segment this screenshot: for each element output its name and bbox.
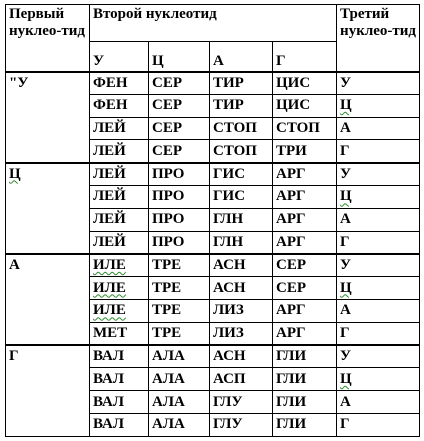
third-base-label: А: [340, 119, 351, 136]
amino-acid-label: АЛА: [152, 348, 185, 365]
third-base-label: А: [340, 393, 351, 410]
first-base-cell: [6, 345, 90, 436]
amino-acid-label: АРГ: [276, 211, 306, 228]
first-base-header: Первый нуклео-тид: [6, 5, 90, 72]
amino-acid-label: АРГ: [276, 233, 306, 250]
third-base-cell: [337, 231, 420, 254]
amino-acid-cell: [273, 277, 337, 300]
amino-acid-cell: [210, 413, 273, 436]
amino-acid-label: АРГ: [276, 302, 306, 319]
amino-acid-cell: [90, 117, 149, 140]
amino-acid-label: ТИР: [213, 74, 244, 91]
second-base-g: Г: [273, 42, 337, 72]
amino-acid-cell: [273, 322, 337, 345]
amino-acid-label: ЛИЗ: [213, 302, 244, 319]
amino-acid-cell: [149, 208, 210, 231]
amino-acid-cell: [273, 72, 337, 95]
first-base-label: А: [9, 256, 20, 273]
amino-acid-label: АЛА: [152, 393, 185, 410]
amino-acid-label: ТРЕ: [152, 302, 182, 319]
first-base-cell: [6, 163, 90, 254]
amino-acid-cell: [210, 163, 273, 186]
amino-acid-label: АРГ: [276, 324, 306, 341]
first-base-cell: [6, 254, 90, 345]
third-base-label: А: [340, 302, 351, 319]
amino-acid-cell: [149, 391, 210, 414]
amino-acid-cell: [273, 140, 337, 163]
amino-acid-cell: [273, 254, 337, 277]
amino-acid-cell: [210, 368, 273, 391]
amino-acid-label: СЕР: [276, 279, 306, 296]
amino-acid-cell: [210, 140, 273, 163]
amino-acid-cell: [149, 322, 210, 345]
genetic-code-table: [5, 4, 420, 437]
third-base-label: Ц: [340, 97, 352, 114]
third-base-label: У: [340, 348, 352, 365]
amino-acid-cell: [273, 117, 337, 140]
amino-acid-label: ВАЛ: [93, 370, 125, 387]
amino-acid-cell: [149, 345, 210, 368]
amino-acid-cell: [273, 345, 337, 368]
amino-acid-label: ИЛЕ: [93, 279, 126, 296]
third-base-label: Г: [340, 416, 350, 433]
amino-acid-label: ПРО: [152, 233, 185, 250]
amino-acid-cell: [90, 72, 149, 95]
amino-acid-label: СТОП: [213, 142, 257, 159]
amino-acid-cell: [90, 163, 149, 186]
third-base-label: А: [340, 211, 351, 228]
amino-acid-cell: [210, 208, 273, 231]
third-base-label: Ц: [340, 188, 352, 205]
amino-acid-label: ПРО: [152, 211, 185, 228]
amino-acid-cell: [210, 322, 273, 345]
first-base-cell: [6, 72, 90, 163]
amino-acid-cell: [210, 254, 273, 277]
amino-acid-cell: [90, 277, 149, 300]
amino-acid-label: ИЛЕ: [93, 302, 126, 319]
amino-acid-label: ФЕН: [93, 74, 128, 91]
amino-acid-label: ГЛУ: [213, 393, 243, 410]
amino-acid-label: АСП: [213, 370, 246, 387]
amino-acid-label: СТОП: [276, 119, 320, 136]
amino-acid-cell: [210, 117, 273, 140]
amino-acid-label: ПРО: [152, 188, 185, 205]
amino-acid-label: ГЛИ: [276, 393, 307, 410]
amino-acid-label: ТРЕ: [152, 257, 182, 274]
third-base-label: Ц: [340, 370, 352, 387]
amino-acid-label: СТОП: [213, 119, 257, 136]
third-base-cell: [337, 140, 420, 163]
amino-acid-cell: [210, 231, 273, 254]
amino-acid-label: АСН: [213, 279, 246, 296]
amino-acid-cell: [273, 185, 337, 208]
amino-acid-cell: [90, 208, 149, 231]
amino-acid-label: ЛИЗ: [213, 324, 244, 341]
third-base-cell: [337, 94, 420, 117]
amino-acid-cell: [90, 231, 149, 254]
third-base-label: Г: [340, 142, 350, 159]
amino-acid-label: СЕР: [152, 74, 182, 91]
third-base-cell: [337, 72, 420, 95]
amino-acid-label: СЕР: [152, 142, 182, 159]
amino-acid-label: ЛЕЙ: [93, 188, 126, 205]
amino-acid-cell: [90, 94, 149, 117]
third-base-label: Г: [340, 324, 350, 341]
amino-acid-label: ЦИС: [276, 97, 311, 114]
amino-acid-cell: [149, 185, 210, 208]
third-base-cell: [337, 368, 420, 391]
third-base-label: Г: [340, 233, 350, 250]
amino-acid-label: АРГ: [276, 165, 306, 182]
third-base-cell: [337, 277, 420, 300]
amino-acid-label: СЕР: [276, 257, 306, 274]
amino-acid-label: ЛЕЙ: [93, 211, 126, 228]
amino-acid-cell: [149, 254, 210, 277]
amino-acid-cell: [149, 140, 210, 163]
amino-acid-cell: [149, 72, 210, 95]
amino-acid-cell: [90, 322, 149, 345]
amino-acid-label: ГЛИ: [276, 348, 307, 365]
amino-acid-cell: [210, 391, 273, 414]
amino-acid-label: ЛЕЙ: [93, 142, 126, 159]
amino-acid-cell: [273, 231, 337, 254]
amino-acid-label: ТРЕ: [152, 279, 182, 296]
amino-acid-label: АСН: [213, 257, 246, 274]
amino-acid-cell: [149, 413, 210, 436]
amino-acid-label: ГЛИ: [276, 416, 307, 433]
third-base-cell: [337, 117, 420, 140]
amino-acid-label: ФЕН: [93, 97, 128, 114]
third-base-cell: [337, 254, 420, 277]
third-base-cell: [337, 208, 420, 231]
amino-acid-label: ГИС: [213, 165, 246, 182]
amino-acid-cell: [149, 299, 210, 322]
amino-acid-label: АЛА: [152, 370, 185, 387]
amino-acid-cell: [90, 185, 149, 208]
amino-acid-label: ВАЛ: [93, 393, 125, 410]
amino-acid-label: АСН: [213, 348, 246, 365]
amino-acid-label: ГЛИ: [276, 370, 307, 387]
amino-acid-label: СЕР: [152, 119, 182, 136]
amino-acid-label: СЕР: [152, 97, 182, 114]
amino-acid-label: ВАЛ: [93, 348, 125, 365]
amino-acid-label: АЛА: [152, 416, 185, 433]
amino-acid-cell: [90, 368, 149, 391]
third-base-label: Ц: [340, 279, 352, 296]
second-base-c: Ц: [149, 42, 210, 72]
amino-acid-cell: [210, 72, 273, 95]
third-base-label: У: [340, 74, 352, 91]
amino-acid-cell: [90, 254, 149, 277]
amino-acid-cell: [90, 345, 149, 368]
amino-acid-label: ЛЕЙ: [93, 233, 126, 250]
amino-acid-cell: [210, 299, 273, 322]
amino-acid-label: ИЛЕ: [93, 257, 126, 274]
amino-acid-label: ГИС: [213, 188, 246, 205]
amino-acid-cell: [149, 277, 210, 300]
amino-acid-label: ГЛН: [213, 233, 244, 250]
third-base-cell: [337, 163, 420, 186]
amino-acid-cell: [210, 277, 273, 300]
third-base-cell: [337, 185, 420, 208]
amino-acid-label: ЛЕЙ: [93, 119, 126, 136]
amino-acid-cell: [273, 391, 337, 414]
amino-acid-cell: [149, 231, 210, 254]
third-base-cell: [337, 322, 420, 345]
table-row: [6, 163, 420, 186]
amino-acid-label: ТИР: [213, 97, 244, 114]
third-base-cell: [337, 391, 420, 414]
amino-acid-cell: [90, 140, 149, 163]
amino-acid-label: АРГ: [276, 188, 306, 205]
amino-acid-cell: [210, 185, 273, 208]
table-row: [6, 72, 420, 95]
third-base-header: Третий нуклео-тид: [337, 5, 420, 72]
amino-acid-label: ГЛУ: [213, 416, 243, 433]
amino-acid-label: ПРО: [152, 165, 185, 182]
amino-acid-label: ЦИС: [276, 74, 311, 91]
third-base-cell: [337, 345, 420, 368]
table-row: [6, 345, 420, 368]
third-base-label: У: [340, 257, 352, 274]
first-base-label: Г: [9, 348, 19, 365]
amino-acid-cell: [273, 413, 337, 436]
amino-acid-label: ТРЕ: [152, 324, 182, 341]
amino-acid-cell: [210, 94, 273, 117]
first-base-label: "У: [9, 74, 29, 91]
second-base-header: Второй нуклеотид: [90, 5, 337, 42]
table-row: [6, 254, 420, 277]
second-base-u: У: [90, 42, 149, 72]
amino-acid-label: ВАЛ: [93, 416, 125, 433]
amino-acid-cell: [149, 163, 210, 186]
third-base-cell: [337, 413, 420, 436]
amino-acid-cell: [90, 413, 149, 436]
amino-acid-cell: [273, 208, 337, 231]
amino-acid-cell: [149, 94, 210, 117]
amino-acid-cell: [273, 368, 337, 391]
third-base-cell: [337, 299, 420, 322]
amino-acid-cell: [149, 368, 210, 391]
amino-acid-label: ГЛН: [213, 211, 244, 228]
first-base-label: Ц: [9, 165, 21, 182]
amino-acid-label: МЕТ: [93, 324, 128, 341]
third-base-label: У: [340, 165, 352, 182]
amino-acid-cell: [90, 391, 149, 414]
amino-acid-cell: [273, 94, 337, 117]
second-base-a: А: [210, 42, 273, 72]
amino-acid-cell: [149, 117, 210, 140]
amino-acid-label: ЛЕЙ: [93, 165, 126, 182]
amino-acid-cell: [273, 163, 337, 186]
amino-acid-cell: [90, 299, 149, 322]
amino-acid-cell: [273, 299, 337, 322]
amino-acid-label: ТРИ: [276, 142, 307, 159]
amino-acid-cell: [210, 345, 273, 368]
